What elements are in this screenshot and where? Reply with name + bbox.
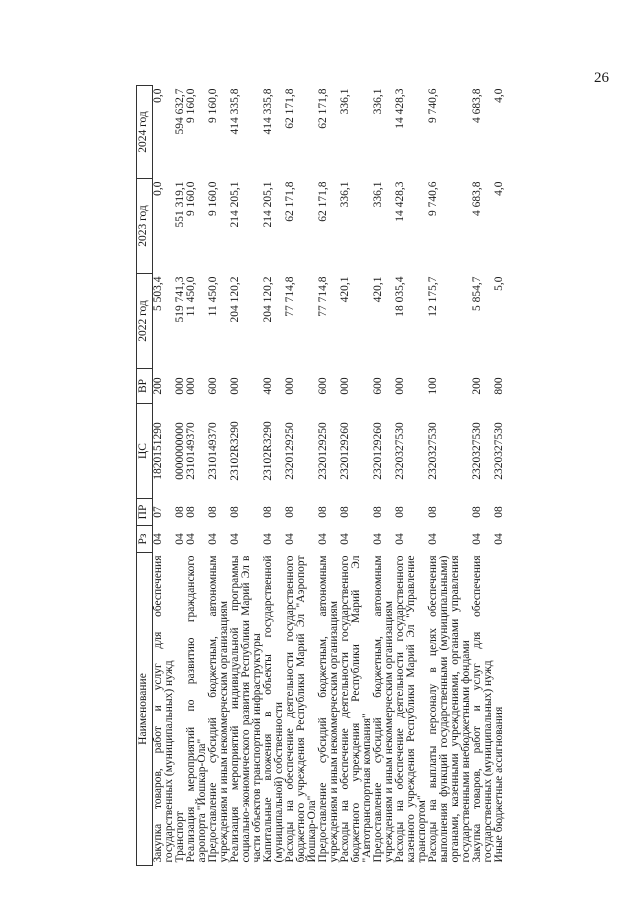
- table-row: [340, 86, 373, 866]
- row-2024: [395, 86, 428, 179]
- row-cs: 2320129260: [339, 422, 351, 480]
- header-2023: 2023 год: [137, 179, 153, 274]
- row-2024-value: 9 160,0: [185, 88, 197, 123]
- row-vr: 000: [394, 377, 406, 395]
- table-row: [373, 86, 395, 866]
- row-2022: [285, 274, 318, 369]
- table-row: [208, 86, 230, 866]
- row-2022-value: 5 503,4: [152, 276, 164, 311]
- row-2023: [230, 179, 263, 274]
- row-name: Реализация мероприятий индивидуальной программы социально-экономического развития Республики Марий Эл в части объектов транспортной инфраструктуры: [229, 555, 263, 863]
- table-row: [285, 86, 318, 866]
- table-row: [230, 86, 263, 866]
- row-vr: 000: [339, 377, 351, 395]
- row-2022: [494, 274, 505, 369]
- row-2024-value: 336,1: [372, 88, 384, 115]
- row-2022-value: 18 035,4: [394, 276, 406, 317]
- row-2022-value: 11 450,0: [207, 276, 219, 317]
- row-name: Предоставление субсидий бюджетным, автономным учреждениям и иным некоммерческим организациям: [207, 555, 230, 863]
- row-cs: 2320129260: [372, 422, 384, 480]
- row-2022: [395, 274, 428, 369]
- row-pr: 08: [372, 506, 384, 518]
- table-row: [263, 86, 285, 866]
- table-row: [428, 86, 472, 866]
- row-name: Расходы на выплаты персоналу в целях обеспечения выполнения функций государственными (муниципальными) органами, казенными учреждениями, органами управления государственными внебюджетными фондами: [427, 555, 472, 863]
- header-rz: Рз: [137, 526, 153, 553]
- row-2023-value: 336,1: [339, 181, 351, 208]
- header-name: Наименование: [137, 553, 153, 866]
- row-2024: [494, 86, 505, 179]
- row-pr: 08: [174, 506, 186, 518]
- row-2022: [318, 274, 340, 369]
- row-2022: [153, 274, 176, 369]
- row-vr: 600: [207, 377, 219, 395]
- row-2022-value: 420,1: [339, 276, 351, 303]
- row-2024: [153, 86, 176, 179]
- row-2022: [340, 274, 373, 369]
- row-rz: 04: [284, 533, 296, 545]
- row-cs: 1820151290: [152, 422, 164, 480]
- row-pr: 08: [229, 506, 241, 518]
- row-cs: 2310149370: [185, 422, 197, 480]
- row-vr: 000: [185, 377, 197, 395]
- budget-table: [136, 85, 505, 866]
- row-2022-value: 77 714,8: [284, 276, 296, 317]
- row-2022-value: 204 120,2: [262, 276, 274, 323]
- row-2023: [395, 179, 428, 274]
- row-cs: 2320129250: [317, 422, 329, 480]
- row-2022: [208, 274, 230, 369]
- row-rz: 04: [174, 533, 186, 545]
- row-2024: [263, 86, 285, 179]
- row-2024-value: 9 740,6: [427, 88, 439, 123]
- row-vr: 600: [372, 377, 384, 395]
- row-2022: [373, 274, 395, 369]
- row-2024-value: 62 171,8: [284, 88, 296, 129]
- row-2022: [263, 274, 285, 369]
- row-cs: 2320327530: [471, 422, 483, 480]
- table-row: [318, 86, 340, 866]
- row-2024: [472, 86, 494, 179]
- row-pr: 08: [471, 506, 483, 518]
- row-rz: 04: [493, 533, 505, 545]
- row-2024-value: 9 160,0: [207, 88, 219, 123]
- row-name: Расходы на обеспечение деятельности государственного бюджетного учреждения Республики Марий Эл "Автотранспортная компания": [339, 555, 373, 863]
- row-2024: [230, 86, 263, 179]
- row-2024: [428, 86, 472, 179]
- row-cs: 2310149370: [207, 422, 219, 480]
- row-name: Предоставление субсидий бюджетным, автономным учреждениям и иным некоммерческим организациям: [317, 555, 340, 863]
- row-2024: [186, 86, 208, 179]
- row-2023: [285, 179, 318, 274]
- row-rz: 04: [152, 533, 164, 545]
- row-pr: 08: [185, 506, 197, 518]
- row-cs: 2320327530: [493, 422, 505, 480]
- row-cs: 23102R3290: [262, 421, 274, 481]
- row-2022: [428, 274, 472, 369]
- row-pr: 08: [317, 506, 329, 518]
- row-name: Предоставление субсидий бюджетным, автономным учреждениям и иным некоммерческим организациям: [372, 555, 395, 863]
- header-cs: ЦС: [137, 404, 153, 499]
- header-2022: 2022 год: [137, 274, 153, 369]
- row-pr: 08: [284, 506, 296, 518]
- row-vr: 400: [262, 377, 274, 395]
- row-2022-value: 5 854,7: [471, 276, 483, 311]
- row-2023: [373, 179, 395, 274]
- row-2023-value: 214 205,1: [262, 181, 274, 228]
- row-pr: 08: [207, 506, 219, 518]
- row-2024-value: 414 335,8: [229, 88, 241, 135]
- row-2024-value: 4,0: [493, 88, 505, 103]
- row-2024: [208, 86, 230, 179]
- row-2023: [472, 179, 494, 274]
- row-name: Транспорт: [174, 811, 186, 863]
- row-2023: [186, 179, 208, 274]
- row-2024-value: 14 428,3: [394, 88, 406, 129]
- row-2022-value: 11 450,0: [185, 276, 197, 317]
- row-rz: 04: [229, 533, 241, 545]
- row-2022-value: 204 120,2: [229, 276, 241, 323]
- row-name: Расходы на обеспечение деятельности государственного бюджетного учреждения Республики Марий Эл "Аэропорт Йошкар-Ола": [284, 555, 318, 863]
- row-2023: [318, 179, 340, 274]
- row-vr: 200: [152, 377, 164, 395]
- row-2023-value: 4 683,8: [471, 181, 483, 216]
- row-2023-value: 336,1: [372, 181, 384, 208]
- table-row: [472, 86, 494, 866]
- row-2023: [494, 179, 505, 274]
- row-2023-value: 9 160,0: [207, 181, 219, 216]
- row-2022-value: 77 714,8: [317, 276, 329, 317]
- row-rz: 04: [262, 533, 274, 545]
- row-vr: 600: [317, 377, 329, 395]
- row-2022-value: 519 741,3: [174, 276, 186, 323]
- row-vr: 000: [229, 377, 241, 395]
- row-rz: 04: [317, 533, 329, 545]
- row-name: Иные бюджетные ассигнования: [493, 706, 505, 863]
- row-2024-value: 336,1: [339, 88, 351, 115]
- row-vr: 200: [471, 377, 483, 395]
- row-2024: [318, 86, 340, 179]
- row-2023-value: 4,0: [493, 181, 505, 196]
- row-cs: 23102R3290: [229, 421, 241, 481]
- row-2023: [340, 179, 373, 274]
- row-2022-value: 420,1: [372, 276, 384, 303]
- rotated-table-frame: [136, 86, 630, 866]
- row-2023: [428, 179, 472, 274]
- row-vr: 000: [174, 377, 186, 395]
- header-pr: ПР: [137, 499, 153, 526]
- row-2024: [340, 86, 373, 179]
- row-2024-value: 0,0: [152, 88, 164, 103]
- row-2023-value: 62 171,8: [284, 181, 296, 222]
- table-row: [494, 86, 505, 866]
- row-name: Закупка товаров, работ и услуг для обеспечения государственных (муниципальных) нужд: [152, 555, 175, 863]
- table-row: [153, 86, 176, 866]
- row-cs: 2320327530: [394, 422, 406, 480]
- row-cs: 2320129250: [284, 422, 296, 480]
- row-pr: 08: [339, 506, 351, 518]
- row-2023-value: 551 319,1: [174, 181, 186, 228]
- row-name: Расходы на обеспечение деятельности государственного казенного учреждения Республики Марий Эл "Управление транспортом": [394, 555, 428, 863]
- row-2022: [472, 274, 494, 369]
- header-vr: ВР: [137, 369, 153, 404]
- row-2022-value: 12 175,7: [427, 276, 439, 317]
- row-name: Капитальные вложения в объекты государственной (муниципальной) собственности: [262, 555, 285, 863]
- row-2022: [186, 274, 208, 369]
- row-2023-value: 9 160,0: [185, 181, 197, 216]
- row-vr: 000: [284, 377, 296, 395]
- row-rz: 04: [185, 533, 197, 545]
- row-2024-value: 4 683,8: [471, 88, 483, 123]
- row-pr: 07: [152, 506, 164, 518]
- row-2024-value: 594 632,7: [174, 88, 186, 135]
- table-header-row: [137, 86, 153, 866]
- row-pr: 08: [394, 506, 406, 518]
- header-2024: 2024 год: [137, 86, 153, 179]
- row-pr: 08: [262, 506, 274, 518]
- row-2023: [263, 179, 285, 274]
- row-rz: 04: [471, 533, 483, 545]
- row-cs: 0000000000: [174, 422, 186, 480]
- row-2024: [373, 86, 395, 179]
- budget-table-wrapper: [136, 86, 630, 866]
- row-rz: 04: [207, 533, 219, 545]
- row-rz: 04: [372, 533, 384, 545]
- page-number: 26: [594, 70, 609, 86]
- row-2023-value: 0,0: [152, 181, 164, 196]
- row-2024-value: 414 335,8: [262, 88, 274, 135]
- row-2023: [153, 179, 176, 274]
- row-rz: 04: [394, 533, 406, 545]
- row-2023-value: 14 428,3: [394, 181, 406, 222]
- row-vr: 100: [427, 377, 439, 395]
- row-pr: 08: [493, 506, 505, 518]
- row-cs: 2320327530: [427, 422, 439, 480]
- row-pr: 08: [427, 506, 439, 518]
- row-2023: [208, 179, 230, 274]
- row-2024: [285, 86, 318, 179]
- table-row: [186, 86, 208, 866]
- row-2022: [230, 274, 263, 369]
- row-name: Закупка товаров, работ и услуг для обеспечения государственных (муниципальных) нужд: [471, 555, 494, 863]
- row-name: Реализация мероприятий по развитию гражданского аэропорта "Йошкар-Ола": [185, 555, 208, 863]
- table-body: [153, 86, 506, 866]
- row-2023-value: 9 740,6: [427, 181, 439, 216]
- row-2023-value: 214 205,1: [229, 181, 241, 228]
- row-rz: 04: [427, 533, 439, 545]
- table-row: [395, 86, 428, 866]
- row-2023-value: 62 171,8: [317, 181, 329, 222]
- row-2022-value: 5,0: [493, 276, 505, 291]
- row-2024-value: 62 171,8: [317, 88, 329, 129]
- row-rz: 04: [339, 533, 351, 545]
- row-vr: 800: [493, 377, 505, 395]
